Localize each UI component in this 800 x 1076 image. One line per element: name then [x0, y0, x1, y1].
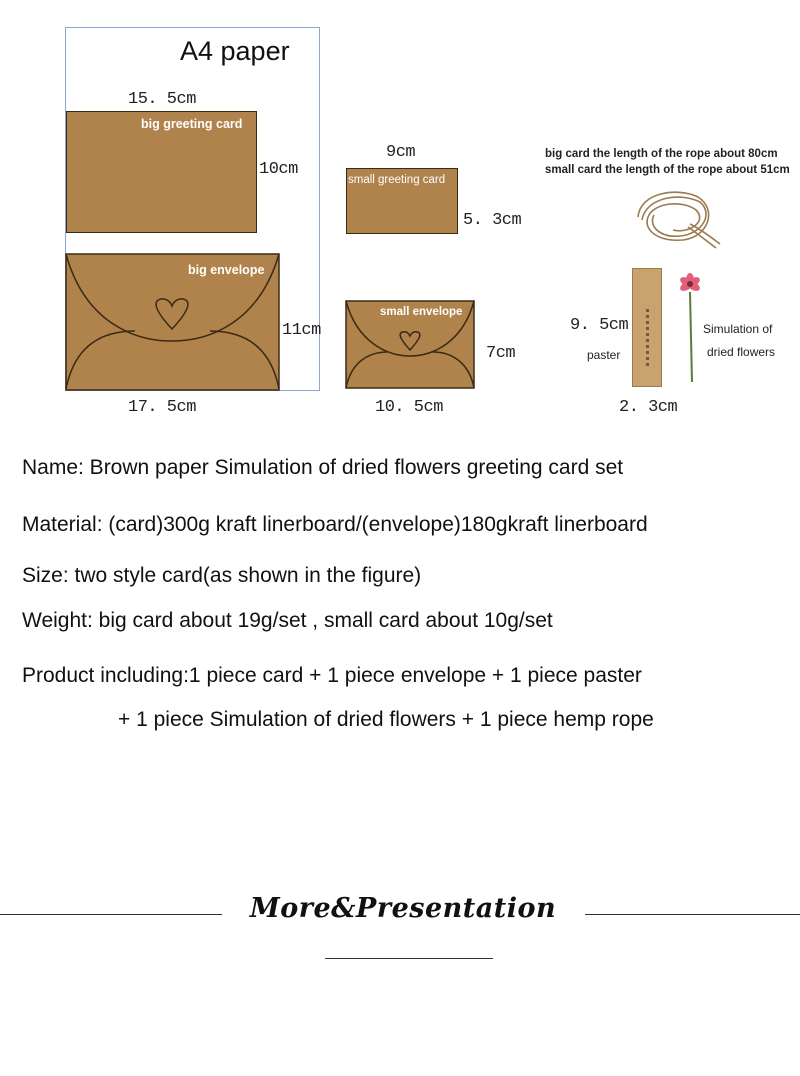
- rope-note-small: small card the length of the rope about 51cm: [545, 164, 790, 176]
- footer-divider-left: [0, 914, 222, 915]
- spec-material: Material: (card)300g kraft linerboard/(envelope)180gkraft linerboard: [22, 513, 648, 536]
- paster-script-mark: [646, 309, 649, 369]
- paster-width: 2. 3cm: [619, 398, 678, 417]
- spec-weight: Weight: big card about 19g/set , small card about 10g/set: [22, 609, 553, 632]
- spec-name: Name: Brown paper Simulation of dried flowers greeting card set: [22, 456, 624, 479]
- spec-including-line1: Product including:1 piece card + 1 piece envelope + 1 piece paster: [22, 664, 642, 687]
- big-envelope-label: big envelope: [188, 263, 265, 277]
- big-card-label: big greeting card: [141, 117, 243, 131]
- paster-height: 9. 5cm: [570, 316, 629, 335]
- rope-note-big: big card the length of the rope about 80cm: [545, 148, 778, 160]
- small-envelope-width: 10. 5cm: [375, 398, 443, 417]
- big-envelope-height: 11cm: [282, 321, 321, 340]
- spec-size: Size: two style card(as shown in the figure): [22, 564, 422, 587]
- small-card-width: 9cm: [386, 143, 416, 162]
- paster-label: paster: [587, 348, 621, 362]
- footer-underline: [325, 958, 493, 959]
- footer-title: More&Presentation: [249, 893, 557, 924]
- big-card-width: 15. 5cm: [128, 90, 196, 109]
- flower-label-line1: Simulation of: [703, 322, 773, 336]
- dried-flower-icon: [676, 272, 706, 384]
- big-envelope-width: 17. 5cm: [128, 398, 196, 417]
- small-card-label: small greeting card: [348, 174, 446, 186]
- small-card-height: 5. 3cm: [463, 211, 522, 230]
- small-envelope-label: small envelope: [380, 306, 463, 318]
- footer-divider-right: [585, 914, 800, 915]
- hemp-rope-icon: [628, 182, 723, 252]
- spec-including-line2: + 1 piece Simulation of dried flowers + 1 piece hemp rope: [118, 708, 654, 731]
- paster-strip: [632, 268, 662, 387]
- flower-label-line2: dried flowers: [707, 345, 776, 359]
- small-envelope-height: 7cm: [486, 344, 516, 363]
- a4-paper-title: A4 paper: [180, 36, 290, 66]
- big-card-height: 10cm: [259, 160, 298, 179]
